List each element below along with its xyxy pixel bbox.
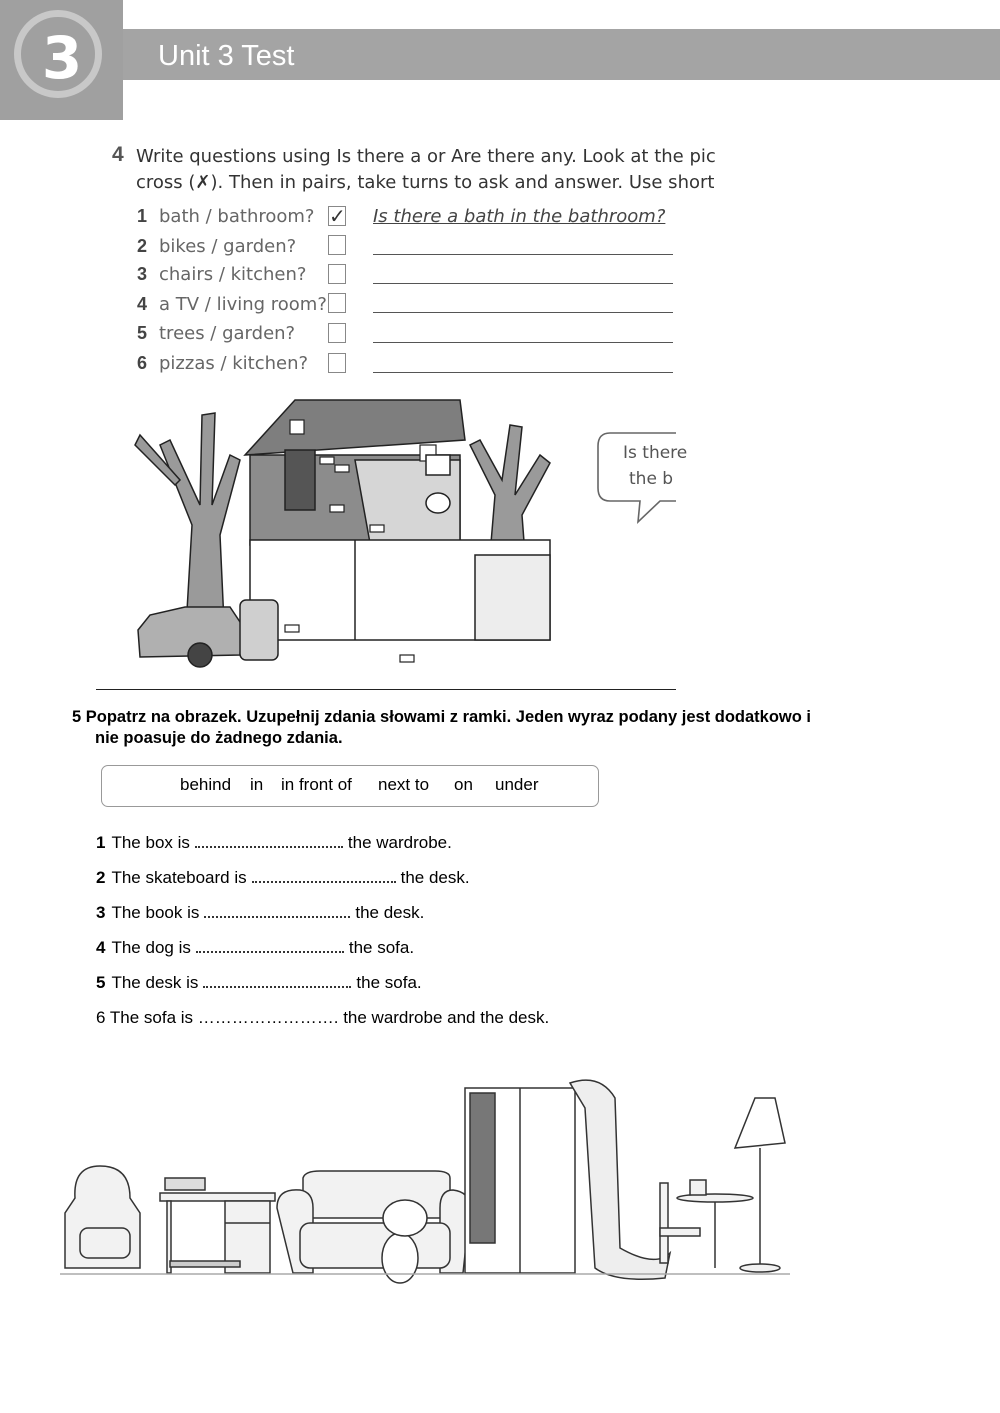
answer-checkbox[interactable] (328, 353, 346, 373)
exercise-4-instruction-line2: cross (✗). Then in pairs, take turns to ask and answer. Use short (136, 172, 715, 193)
sentence-number: 3 (96, 903, 106, 922)
answer-checkbox[interactable] (328, 323, 346, 343)
question-number: 1 (137, 206, 148, 226)
house-illustration (130, 385, 580, 675)
answer-checkbox[interactable] (328, 264, 346, 284)
sentence-start: The box is (111, 833, 190, 852)
exercise-4-instruction-line1: Write questions using Is there a or Are there any. Look at the pic (136, 146, 716, 167)
question-prompt: trees / garden? (159, 323, 296, 344)
word-option[interactable]: in (250, 775, 264, 794)
answer-checkbox[interactable] (328, 206, 346, 226)
question-prompt: chairs / kitchen? (159, 264, 307, 285)
instruction-line-1: 5 Popatrz na obrazek. Uzupełnij zdania słowami z ramki. Jeden wyraz podany jest dodatkowo i (72, 708, 812, 726)
question-number: 4 (137, 294, 148, 314)
sentence-end: the sofa. (348, 938, 415, 957)
blank-field[interactable] (204, 902, 350, 918)
sentence-row: 6 The sofa is ……………………. the wardrobe and the desk. (96, 1008, 550, 1027)
question-prompt: bath / bathroom? (159, 206, 315, 227)
bubble-line-1: Is there (623, 443, 688, 463)
answer-line[interactable] (373, 342, 673, 343)
sentence-end: the desk. (400, 868, 470, 887)
blank-field[interactable] (195, 832, 343, 848)
answer-checkbox[interactable] (328, 293, 346, 313)
answer-line[interactable] (373, 372, 673, 373)
word-option[interactable]: next to (378, 775, 430, 794)
word-option[interactable]: on (454, 775, 473, 794)
example-answer: Is there a bath in the bathroom? (373, 206, 666, 227)
section-divider (96, 689, 676, 690)
sentence-row (96, 902, 424, 923)
exercise-4-number: 4 (112, 143, 124, 166)
unit-number: 3 (41, 24, 83, 92)
sentence-row (96, 972, 422, 993)
check-mark-icon: ✓ (329, 206, 346, 228)
question-number: 6 (137, 353, 148, 373)
sentence-end: the sofa. (356, 973, 422, 992)
answer-line[interactable] (373, 312, 673, 313)
furniture-illustration (55, 1078, 795, 1298)
sentence-row (96, 867, 470, 888)
sentence-start: The book is (111, 903, 200, 922)
sentence-number: 4 (96, 938, 106, 957)
blank-field[interactable] (196, 937, 344, 953)
speech-bubble-text (623, 440, 688, 492)
exercise-5-instruction (72, 707, 932, 749)
unit-badge (0, 0, 123, 120)
bubble-line-2: the b (629, 469, 674, 489)
instruction-line-2: nie poasuje do żadnego zdania. (95, 729, 343, 747)
sentence-number: 2 (96, 868, 106, 887)
question-number: 2 (137, 236, 148, 256)
sentence-end: the wardrobe. (347, 833, 452, 852)
question-prompt: a TV / living room? (159, 294, 327, 315)
sentence-start: The desk is (111, 973, 199, 992)
question-number: 3 (137, 264, 148, 284)
sentence-end: the desk. (355, 903, 425, 922)
sentence-start: The skateboard is (111, 868, 247, 887)
sentence-number: 1 (96, 833, 106, 852)
word-option[interactable]: in front of (281, 775, 352, 794)
sentence-row (96, 937, 414, 958)
page-title: Unit 3 Test (158, 40, 295, 72)
blank-field[interactable] (203, 972, 351, 988)
blank-field[interactable] (252, 867, 396, 883)
word-option[interactable]: under (495, 775, 539, 794)
question-prompt: pizzas / kitchen? (159, 353, 309, 374)
answer-line[interactable] (373, 254, 673, 255)
answer-checkbox[interactable] (328, 235, 346, 255)
question-prompt: bikes / garden? (159, 236, 297, 257)
question-number: 5 (137, 323, 148, 343)
word-option[interactable]: behind (180, 775, 232, 794)
sentence-number: 5 (96, 973, 106, 992)
sentence-row (96, 832, 452, 853)
answer-line[interactable] (373, 283, 673, 284)
sentence-start: The dog is (111, 938, 191, 957)
